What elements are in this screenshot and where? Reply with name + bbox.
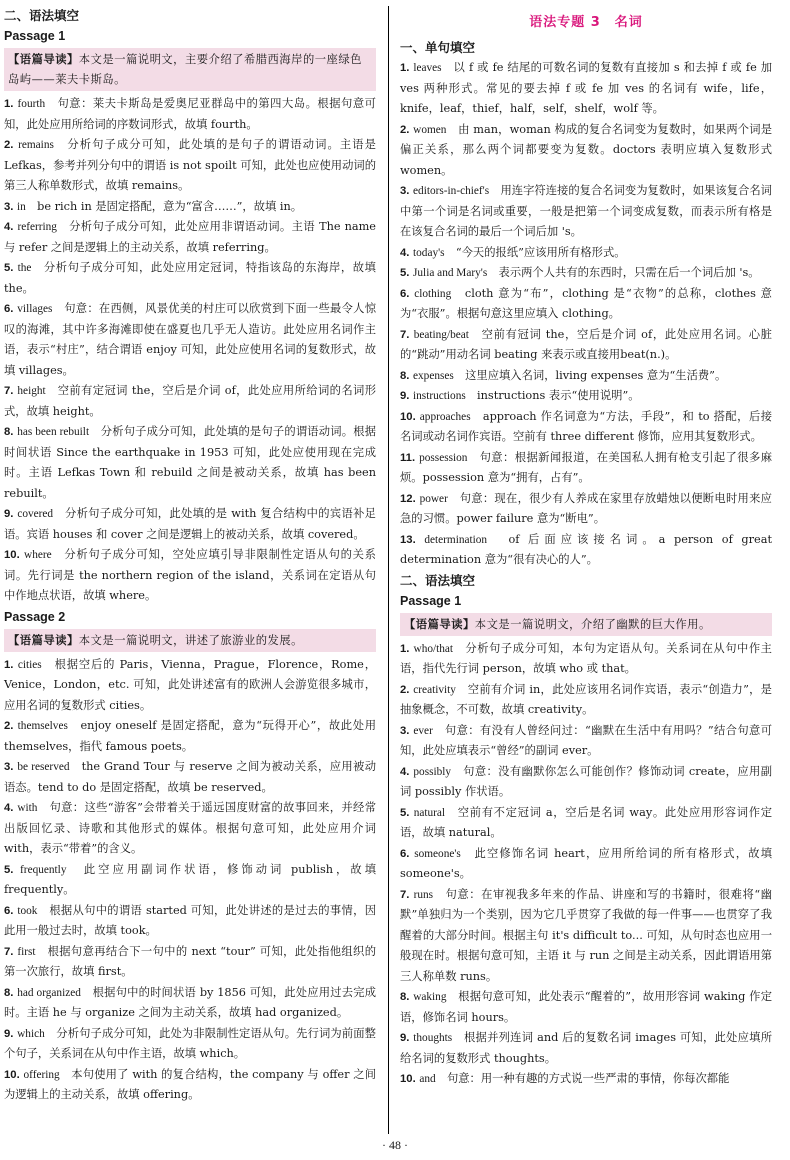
item-number: 5.: [4, 863, 14, 876]
explanation-text: approach 作名词意为“方法，手段”，和 to 搭配，后接名词或动名词作宾语。空前有 three different 修饰，应用其复数形式。: [400, 409, 772, 443]
item-number: 4.: [4, 221, 14, 233]
explanation-text: 根据句意可知，此处表示“醒着的”，故用形容词 waking 作定语，修饰名词 hours。: [400, 990, 772, 1024]
answer-item: [4, 1065, 376, 1106]
item-number: 1.: [400, 62, 410, 74]
item-number: 10.: [4, 1068, 20, 1081]
answer-list: [400, 58, 772, 571]
explanation-text: 空前有定冠词 the，空后是介词 of，此处应用所给词的名词形式，故填 height。: [4, 384, 376, 418]
answer-item: [4, 197, 376, 218]
explanation-text: 分析句子成分可知，此处为非限制性定语从句。先行词为前面整个句子，关系词在从句中作主语，故填 which。: [4, 1026, 376, 1060]
guide-text: 本文是一篇说明文，主要介绍了希腊西海岸的一座绿色岛屿——莱夫卡斯岛。: [8, 53, 362, 86]
answer-word: natural: [413, 806, 446, 819]
answer-item: [4, 135, 376, 197]
answer-word: had organized: [17, 986, 81, 999]
item-number: 6.: [400, 847, 410, 860]
item-number: 2.: [4, 139, 14, 151]
answer-item: [4, 860, 376, 901]
item-number: 6.: [4, 303, 14, 315]
answer-word: leaves: [413, 62, 442, 74]
answer-item: [4, 504, 376, 545]
topic-title: 语法专题 3 名词: [529, 15, 643, 30]
column-divider: [388, 6, 389, 1134]
answer-word: remains: [18, 139, 54, 151]
answer-word: height: [17, 385, 46, 397]
explanation-text: 分析句子成分可知，此处填的是 with 复合结构中的宾语补足语。宾语 houses 和 cover 之间是逻辑上的被动关系，故填 covered。: [4, 507, 376, 541]
passage-label: Passage 1: [4, 29, 66, 43]
item-number: 4.: [400, 246, 410, 259]
answer-item: [400, 243, 772, 264]
explanation-text: 此空修饰名词 heart，应用所给词的所有格形式，故填 someone's。: [400, 846, 772, 880]
item-number: 3.: [4, 761, 14, 773]
answer-word: approaches: [419, 410, 471, 423]
explanation-text: 空前有不定冠词 a，空后是名词 way。此处应用形容词作定语，故填 natural。: [400, 805, 772, 839]
explanation-text: 根据句意再结合下一句中的 next “tour” 可知，此处指他组织的第一次旅行，故填 first。: [4, 944, 376, 978]
item-number: 7.: [4, 385, 14, 397]
section-title: 一、单句填空: [400, 40, 476, 55]
answer-word: frequently: [20, 863, 67, 876]
explanation-text: the Grand Tour 与 reserve 之间为被动关系，应用被动语态。tend to do 是固定搭配，故填 be reserved。: [4, 760, 377, 794]
answer-word: ever: [413, 724, 433, 737]
answer-item: [4, 716, 376, 757]
explanation-text: 根据句中的时间状语 by 1856 可知，此处应用过去完成时。主语 he 与 organize 之间为主动关系，故填 had organized。: [4, 985, 377, 1019]
answer-item: [400, 680, 772, 721]
explanation-text: 根据从句中的谓语 started 可知，此处讲述的是过去的事情，因此用一般过去时，故填 took。: [4, 903, 376, 937]
explanation-text: 空前有冠词 the，空后是介词 of，此处应用名词。心脏的“跳动”用动名词 beating 来表示或直接用beat(n.)。: [400, 327, 772, 361]
answer-word: which: [17, 1027, 45, 1040]
explanation-text: 根据并列连词 and 后的复数名词 images 可知，此处应填所给名词的复数形式 thoughts。: [400, 1031, 772, 1065]
answer-word: referring: [17, 221, 57, 233]
answer-word: power: [419, 492, 448, 505]
explanation-text: 分析句子成分可知，此处应用定冠词，特指该岛的东海岸，故填 the。: [4, 261, 376, 295]
item-number: 2.: [400, 683, 410, 696]
answer-word: thoughts: [413, 1032, 453, 1044]
left-column: [4, 6, 376, 1106]
answer-word: fourth: [17, 98, 46, 110]
explanation-text: 句意：在审视我多年来的作品、讲座和写的书籍时，很难将“幽默”单独归为一个类别，因为它几乎贯穿了我做的每一件事——也贯穿了我醒着的大部分时间。根据主句 it's difficult to... 可知，从句时态也应用一般现在时。根据句意可知，主语 it 与 run 之间是主动关系，因此谓语用第三人称单数 runs。: [400, 887, 772, 983]
answer-word: took: [17, 904, 38, 917]
item-number: 10.: [400, 1073, 416, 1085]
answer-word: with: [17, 802, 38, 814]
item-number: 1.: [4, 658, 14, 671]
explanation-text: 本句使用了 with 的复合结构，the company 与 offer 之间为逻辑上的主动关系，故填 offering。: [4, 1067, 376, 1101]
item-number: 8.: [400, 369, 410, 382]
item-number: 8.: [400, 991, 410, 1003]
answer-item: [400, 325, 772, 366]
item-number: 9.: [400, 1032, 410, 1044]
explanation-text: 句意：用一种有趣的方式说一些严肃的事情，你每次都能: [446, 1072, 730, 1085]
answer-word: the: [17, 262, 32, 274]
item-number: 4.: [400, 765, 410, 778]
answer-word: and: [419, 1073, 436, 1085]
answer-item: [4, 798, 376, 860]
answer-word: first: [17, 945, 36, 958]
explanation-text: 句意：在西侧，风景优美的村庄可以欣赏到下面一些最令人惊叹的海滩，其中许多海滩即使在盛夏也几乎无人造访。此处应用名词作主语，表示“村庄”，结合谓语 enjoy 可知，此处应使用名词的复数形式，故填 villages。: [4, 302, 376, 377]
item-number: 3.: [400, 724, 410, 737]
item-number: 13.: [400, 533, 416, 546]
guide-label: 【语篇导读】: [8, 632, 79, 647]
answer-word: villages: [17, 303, 53, 315]
answer-item: [4, 1024, 376, 1065]
explanation-text: 由 man，woman 构成的复合名词变为复数时，如果两个词是偏正关系，那么两个词都要变为复数。doctors 表明应填入复数形式 women。: [400, 122, 772, 177]
explanation-text: be rich in 是固定搭配，意为“富含……”，故填 in。: [37, 199, 303, 213]
explanation-text: 根据空后的 Paris，Vienna，Prague，Florence，Rome，Venice，London，etc. 可知，此处讲述富有的欧洲人会游览很多城市，应用名词的复数形式 cities。: [4, 657, 376, 712]
explanation-text: 以 f 或 fe 结尾的可数名词的复数有直接加 s 和去掉 f 或 fe 加 ves 两种形式。常见的要去掉 f 或 fe 加 ves 的名词有 wife，life，knife，leaf，thief，half，self，shelf，wolf 等。: [400, 61, 772, 115]
answer-word: runs: [413, 888, 434, 901]
item-number: 8.: [4, 986, 14, 999]
answer-word: offering: [23, 1068, 60, 1081]
answer-word: expenses: [413, 369, 454, 382]
explanation-text: 分析句子成分可知，此处应用非谓语动词。主语 The name 与 refer 之间是逻辑上的主动关系，故填 referring。: [4, 220, 376, 254]
explanation-text: 分析句子成分可知，此处填的是句子的谓语动词。根据时间状语 Since the earthquake in 1953 可知，此处应使用现在完成时。主语 Lefkas Town 和 rebuild 之间是被动关系，故填 has been rebuilt。: [4, 425, 376, 500]
answer-item: [4, 545, 376, 607]
section-title: 二、语法填空: [4, 8, 80, 23]
explanation-text: instructions 表示“使用说明”。: [477, 389, 640, 402]
explanation-text: 句意：这些“游客”会带着关于遥远国度财富的故事回来，并经常出版回忆录、诗歌和其他形式的媒体。根据句意可知，此处应用介词 with，表示“带着”的含义。: [4, 801, 376, 855]
answer-item: [400, 120, 772, 182]
answer-item: [400, 284, 772, 325]
answer-word: be reserved: [17, 761, 70, 773]
answer-item: [400, 386, 772, 407]
explanation-text: 句意：有没有人曾经问过：“幽默在生活中有用吗？”结合句意可知，此处应填表示“曾经”的副词 ever。: [400, 723, 772, 757]
answer-item: [400, 448, 772, 489]
explanation-text: 此空应用副词作状语，修饰动词 publish，故填 frequently。: [4, 862, 376, 896]
answer-word: creativity: [413, 683, 456, 696]
page-number: · 48 ·: [382, 1138, 408, 1152]
explanation-text: enjoy oneself 是固定搭配，意为“玩得开心”，故此处用 themselves，指代 famous poets。: [4, 719, 376, 753]
explanation-text: 空前有介词 in，此处应该用名词作宾语，表示“创造力”，是抽象概念，不可数，故填 creativity。: [400, 682, 772, 716]
passage-label: Passage 1: [400, 593, 462, 608]
answer-item: [400, 885, 772, 988]
item-number: 7.: [400, 328, 410, 341]
answer-list: [4, 655, 376, 1106]
item-number: 12.: [400, 492, 416, 505]
explanation-text: 句意：没有幽默你怎么可能创作？修饰动词 create，应用副词 possibly 作状语。: [400, 764, 773, 798]
answer-word: covered: [17, 508, 54, 520]
answer-word: beating/beat: [413, 328, 469, 341]
guide-text: 本文是一篇说明文，讲述了旅游业的发展。: [78, 633, 303, 647]
answer-item: [400, 181, 772, 243]
answer-item: [400, 58, 772, 120]
guide-label: 【语篇导读】: [8, 52, 79, 66]
answer-item: [4, 299, 376, 381]
answer-list: [4, 94, 376, 607]
explanation-text: 这里应填入名词，living expenses 意为“生活费”。: [465, 368, 727, 382]
explanation-text: 分析句子成分可知，此处填的是句子的谓语动词。主语是 Lefkas，参考并列分句中的谓语 is not spoilt 可知，此处也应使用动词的第三人称单数形式，故填 remains。: [4, 138, 376, 192]
answer-word: themselves: [17, 720, 68, 732]
answer-word: cities: [17, 658, 42, 671]
guide-label: 【语篇导读】: [404, 616, 475, 631]
item-number: 11.: [400, 451, 416, 464]
answer-item: [400, 639, 772, 680]
section-title: 二、语法填空: [400, 572, 476, 588]
answer-item: [4, 655, 376, 717]
answer-item: [4, 422, 376, 504]
answer-item: [400, 530, 772, 571]
item-number: 3.: [400, 185, 410, 197]
answer-item: [400, 366, 772, 387]
item-number: 2.: [4, 720, 14, 732]
answer-word: today's: [413, 246, 445, 259]
item-number: 7.: [4, 945, 14, 958]
item-number: 8.: [4, 426, 14, 438]
item-number: 5.: [4, 262, 14, 274]
answer-item: [400, 987, 772, 1028]
item-number: 3.: [4, 200, 14, 213]
answer-item: [4, 983, 376, 1024]
explanation-text: 分析句子成分可知，空处应填引导非限制性定语从句的关系词。先行词是 the northern region of the island，关系词在定语从句中作地点状语，故填 where。: [4, 548, 376, 602]
item-number: 5.: [400, 267, 410, 279]
answer-item: [4, 381, 376, 422]
answer-item: [400, 844, 772, 885]
item-number: 4.: [4, 802, 14, 814]
explanation-text: 句意：现在，很少有人养成在家里存放蜡烛以便断电时用来应急的习惯。power failure 意为“断电”。: [400, 491, 772, 525]
guide-text: 本文是一篇说明文，介绍了幽默的巨大作用。: [474, 617, 711, 631]
answer-item: [400, 1028, 772, 1069]
item-number: 6.: [400, 287, 410, 300]
answer-word: where: [24, 549, 52, 561]
answer-word: clothing: [414, 287, 452, 300]
reading-guide: [4, 629, 376, 652]
item-number: 9.: [4, 1027, 14, 1040]
answer-item: [400, 407, 772, 448]
explanation-text: 句意：根据新闻报道，在美国私人拥有枪支引起了很多麻烦。possession 意为“拥有，占有”。: [400, 450, 772, 484]
explanation-text: cloth 意为“布”，clothing 是“衣物”的总称，clothes 意为“衣服”。根据句意这里应填入 clothing。: [400, 286, 772, 320]
answer-item: [400, 762, 772, 803]
item-number: 9.: [400, 390, 410, 402]
answer-item: [400, 1069, 772, 1090]
answer-word: waking: [413, 991, 447, 1003]
explanation-text: “今天的报纸”应该用所有格形式。: [455, 245, 626, 259]
right-column: [400, 6, 772, 1090]
answer-word: women: [413, 123, 447, 136]
explanation-text: 句意：莱夫卡斯岛是爱奥尼亚群岛中的第四大岛。根据句意可知，此处应用所给词的序数词形式，故填 fourth。: [4, 97, 376, 131]
answer-item: [4, 757, 376, 798]
answer-word: someone's: [414, 847, 461, 860]
answer-item: [4, 217, 376, 258]
item-number: 2.: [400, 123, 410, 136]
explanation-text: 用连字符连接的复合名词变为复数时，如果该复合名词中第一个词是名词或重要，一般是把第一个词变成复数，而表示所有格是在该复合名词的最后一个词后加 's。: [400, 184, 772, 238]
answer-word: Julia and Mary's: [413, 267, 488, 279]
answer-item: [400, 489, 772, 530]
answer-word: in: [17, 200, 26, 213]
answer-word: who/that: [413, 642, 454, 655]
answer-word: editors-in-chief's: [413, 185, 490, 197]
reading-guide: [4, 48, 376, 91]
item-number: 7.: [400, 888, 410, 901]
answer-word: has been rebuilt: [17, 426, 90, 438]
answer-item: [400, 803, 772, 844]
explanation-text: 表示两个人共有的东西时，只需在后一个词后加 's。: [498, 266, 760, 279]
item-number: 10.: [4, 549, 20, 561]
item-number: 5.: [400, 806, 410, 819]
explanation-text: of 后面应该接名词。a person of great determination 意为“很有决心的人”。: [400, 532, 772, 566]
answer-item: [4, 901, 376, 942]
item-number: 9.: [4, 508, 14, 520]
answer-item: [400, 263, 772, 284]
item-number: 1.: [400, 642, 410, 655]
passage-label: Passage 2: [4, 609, 66, 624]
answer-word: determination: [424, 533, 488, 546]
item-number: 1.: [4, 98, 14, 110]
explanation-text: 分析句子成分可知，本句为定语从句。关系词在从句中作主语，指代先行词 person，故填 who 或 that。: [400, 641, 772, 675]
answer-item: [4, 94, 376, 135]
answer-list: [400, 639, 772, 1090]
answer-item: [400, 721, 772, 762]
answer-word: possession: [419, 451, 468, 464]
reading-guide: [400, 613, 772, 636]
item-number: 6.: [4, 904, 14, 917]
item-number: 10.: [400, 410, 416, 423]
answer-word: possibly: [413, 765, 452, 778]
answer-item: [4, 258, 376, 299]
answer-word: instructions: [413, 390, 466, 402]
answer-item: [4, 942, 376, 983]
